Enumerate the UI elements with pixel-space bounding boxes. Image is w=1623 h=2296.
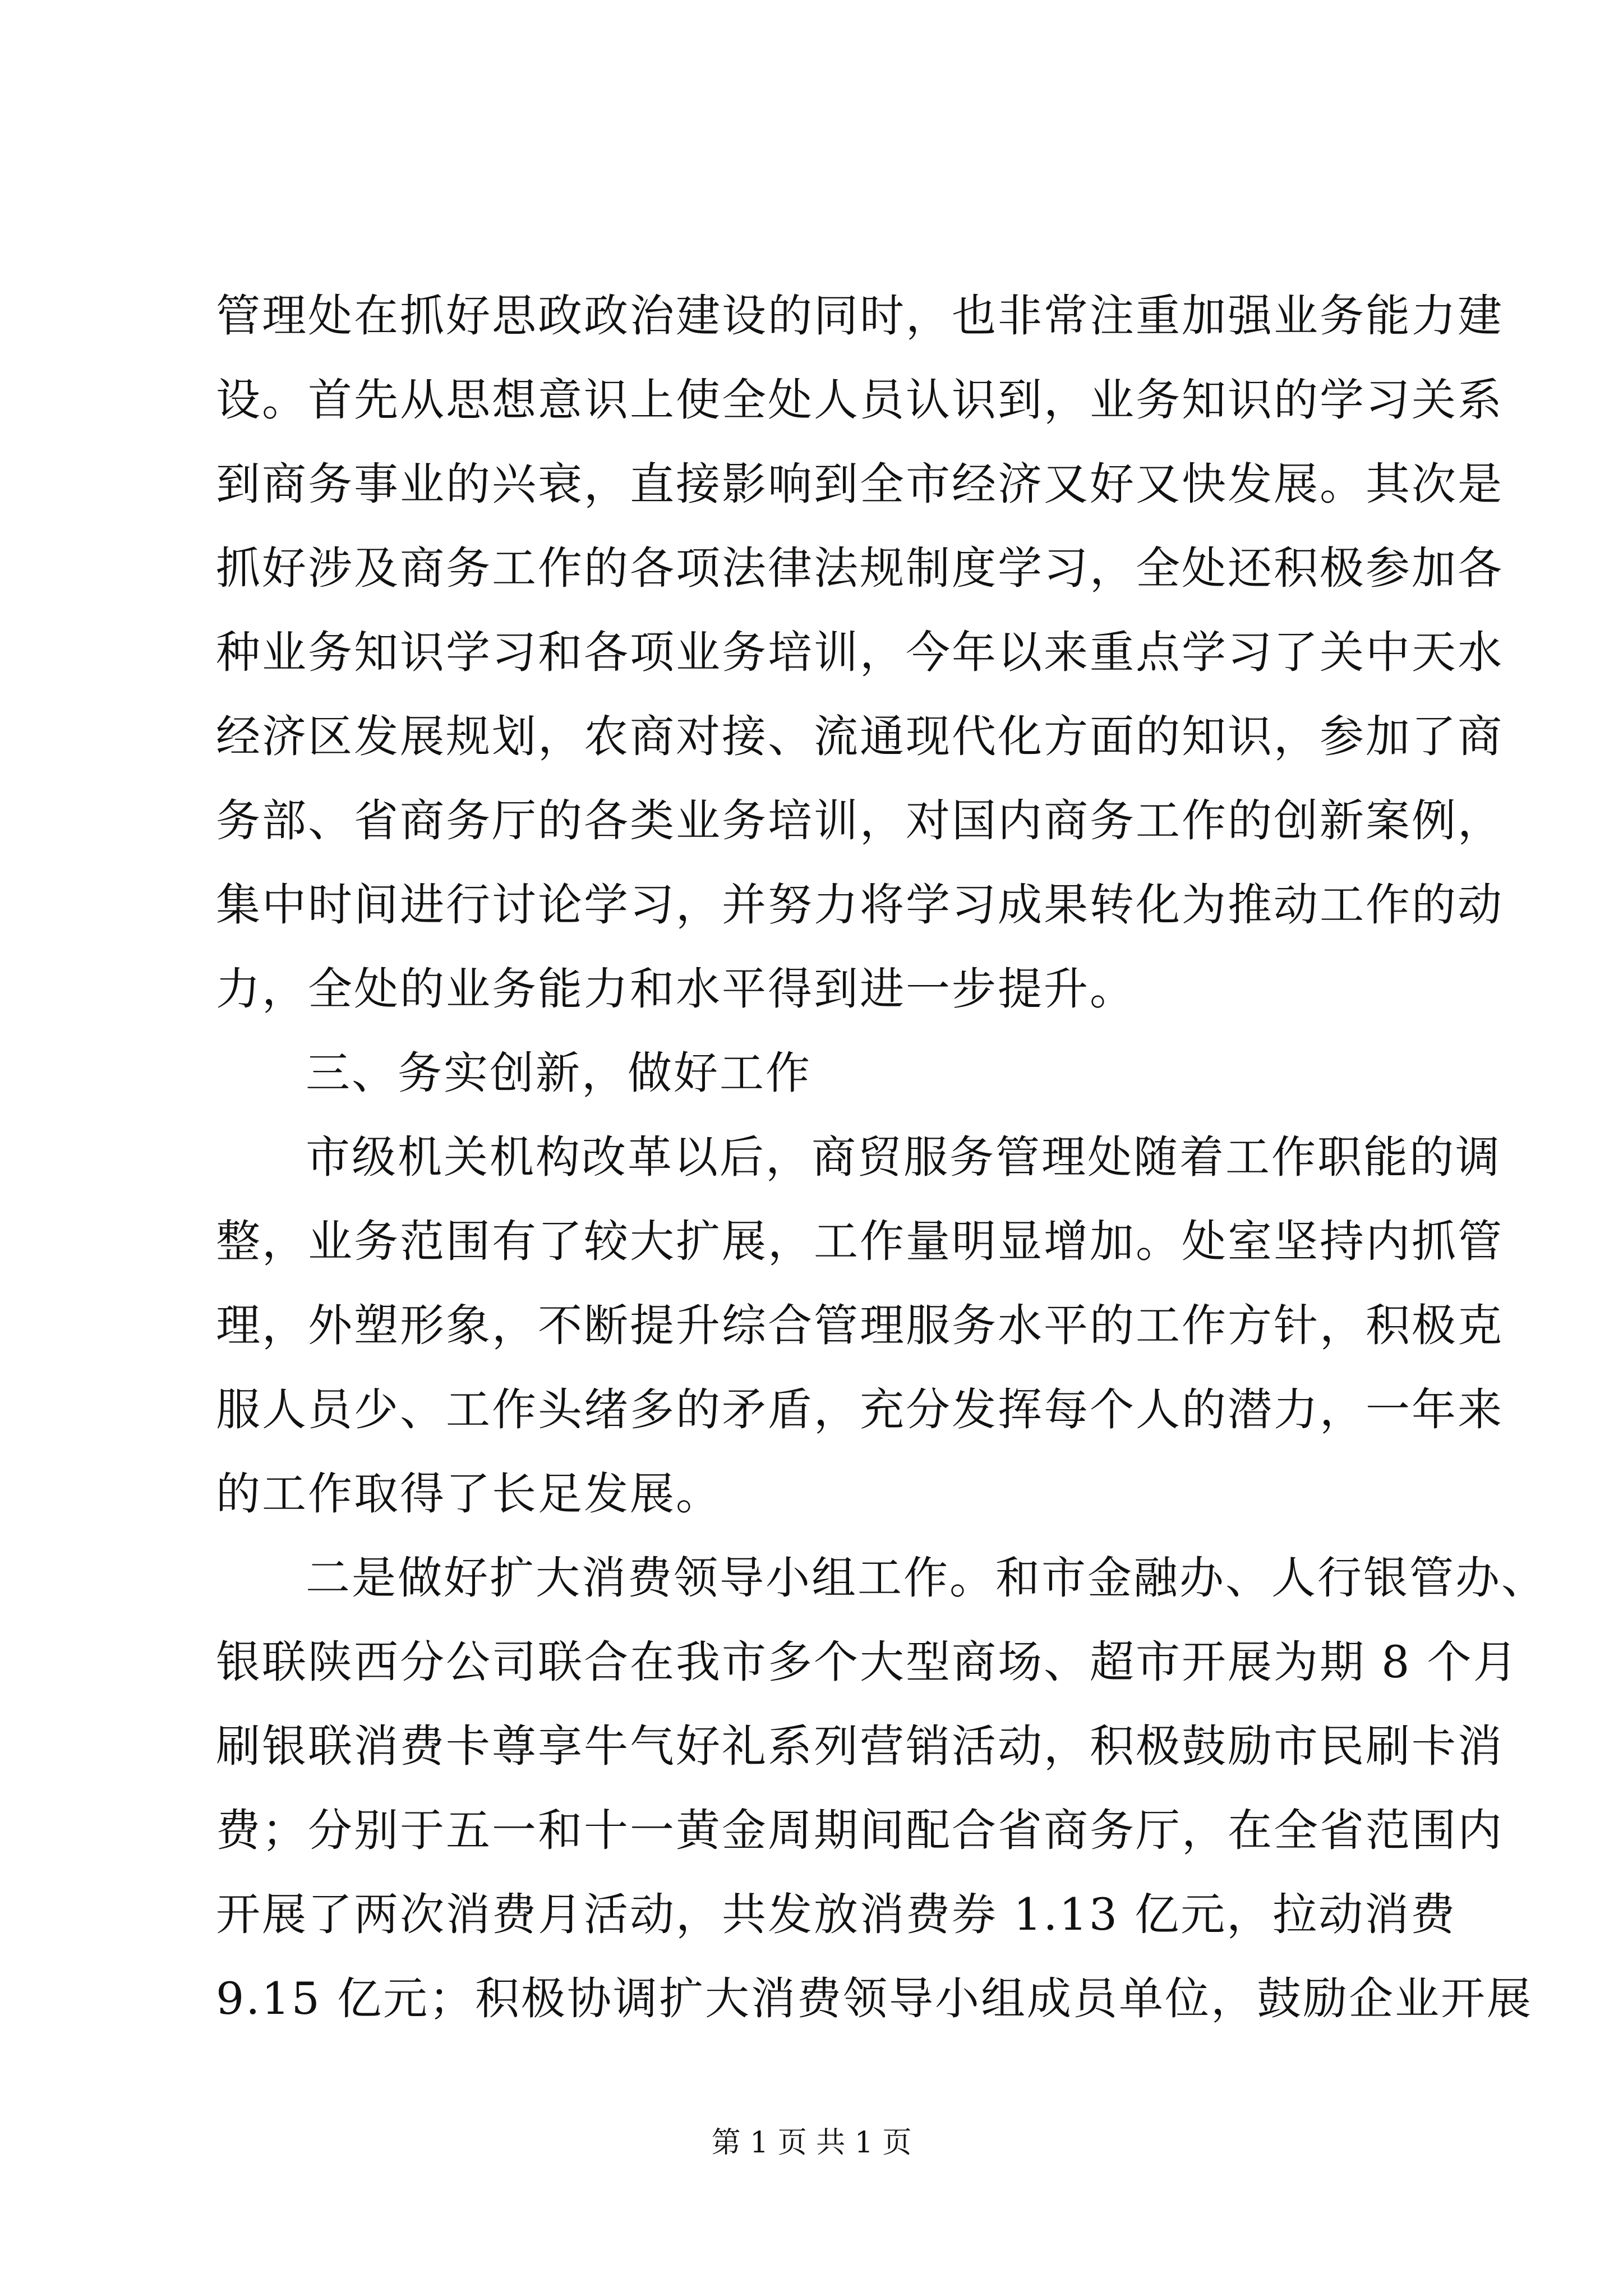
text-line: 种业务知识学习和各项业务培训，今年以来重点学习了关中天水: [216, 627, 1504, 678]
text-line: 设。首先从思想意识上使全处人员认识到，业务知识的学习关系: [216, 374, 1504, 426]
text-line: 管理处在抓好思政政治建设的同时，也非常注重加强业务能力建: [216, 290, 1504, 342]
text-line: 力，全处的业务能力和水平得到进一步提升。: [216, 963, 1136, 1015]
text-line: 市级机关机构改革以后，商贸服务管理处随着工作职能的调: [306, 1131, 1501, 1183]
document-body: [216, 274, 1547, 2041]
text-line: 理，外塑形象，不断提升综合管理服务水平的工作方针，积极克: [216, 1300, 1504, 1351]
text-line: 二是做好扩大消费领导小组工作。和市金融办、人行银管办、: [306, 1552, 1547, 1604]
text-line: 整，业务范围有了较大扩展，工作量明显增加。处室坚持内抓管: [216, 1216, 1504, 1267]
text-line: 抓好涉及商务工作的各项法律法规制度学习，全处还积极参加各: [216, 542, 1504, 594]
text-line: 到商务事业的兴衰，直接影响到全市经济又好又快发展。其次是: [216, 458, 1504, 510]
text-line: 的工作取得了长足发展。: [216, 1468, 722, 1520]
text-line: 集中时间进行讨论学习，并努力将学习成果转化为推动工作的动: [216, 879, 1504, 931]
text-line: 9.15 亿元；积极协调扩大消费领导小组成员单位，鼓励企业开展: [216, 1973, 1533, 2024]
text-line: 刷银联消费卡尊享牛气好礼系列营销活动，积极鼓励市民刷卡消: [216, 1720, 1504, 1772]
text-line: 开展了两次消费月活动，共发放消费券 1.13 亿元，拉动消费: [216, 1889, 1457, 1940]
text-line: 银联陕西分公司联合在我市多个大型商场、超市开展为期 8 个月: [216, 1636, 1519, 1688]
text-line: 费；分别于五一和十一黄金周期间配合省商务厅，在全省范围内: [216, 1805, 1504, 1856]
page-number: 第 1 页 共 1 页: [711, 2126, 912, 2160]
text-line: 经济区发展规划，农商对接、流通现代化方面的知识，参加了商: [216, 711, 1504, 762]
text-line: 务部、省商务厅的各类业务培训，对国内商务工作的创新案例，: [216, 795, 1504, 846]
page-footer: [0, 2126, 1623, 2160]
text-line: 服人员少、工作头绪多的矛盾，充分发挥每个人的潜力，一年来: [216, 1384, 1504, 1435]
section-heading: 三、务实创新，做好工作: [306, 1047, 811, 1099]
